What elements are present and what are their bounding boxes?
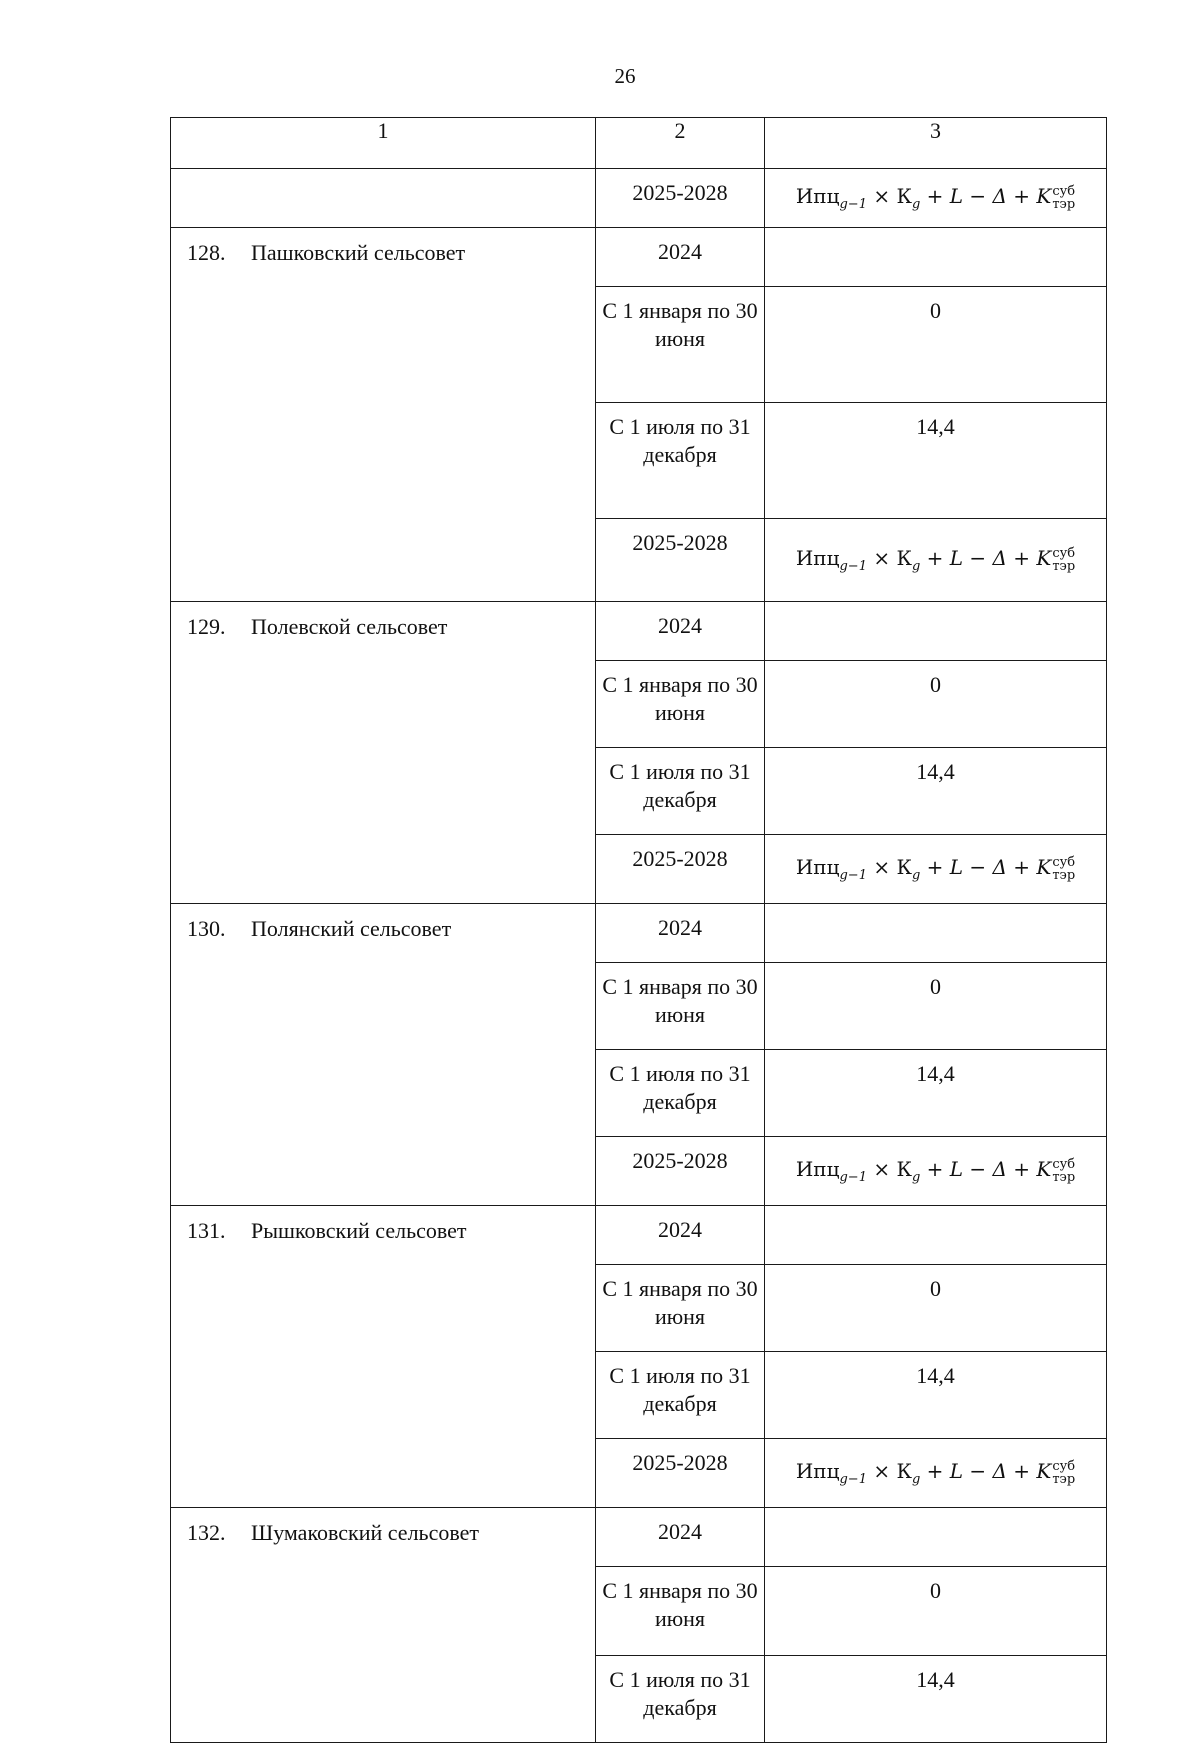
value-cell: 14,4 bbox=[765, 1050, 1107, 1137]
value-cell: 0 bbox=[765, 287, 1107, 403]
period-cell: 2024 bbox=[596, 228, 765, 287]
continuation-row bbox=[171, 169, 1107, 228]
formula-cell bbox=[765, 169, 1107, 228]
entry-number: 130. bbox=[187, 916, 226, 941]
period-cell: С 1 января по 30 июня bbox=[596, 661, 765, 748]
entry-name-cell bbox=[171, 228, 596, 602]
table-row bbox=[171, 602, 1107, 661]
value-cell bbox=[765, 1206, 1107, 1265]
entry-name: Шумаковский сельсовет bbox=[251, 1520, 479, 1545]
entry-number: 128. bbox=[187, 240, 226, 265]
table-row bbox=[171, 1206, 1107, 1265]
period-cell: 2025-2028 bbox=[596, 1137, 765, 1206]
period-cell: С 1 января по 30 июня bbox=[596, 963, 765, 1050]
value-cell bbox=[765, 602, 1107, 661]
entry-name-cell bbox=[171, 602, 596, 904]
table-row bbox=[171, 904, 1107, 963]
entry-number: 131. bbox=[187, 1218, 226, 1243]
header-col-3: 3 bbox=[765, 118, 1107, 169]
value-cell bbox=[765, 228, 1107, 287]
period-cell: 2025-2028 bbox=[596, 835, 765, 904]
value-cell: 0 bbox=[765, 963, 1107, 1050]
table-row bbox=[171, 228, 1107, 287]
formula: $Ипц_{g-1} \times К_g + L - \Delta + K$ суб тэр bbox=[795, 854, 1076, 883]
header-col-2: 2 bbox=[596, 118, 765, 169]
value-cell bbox=[765, 904, 1107, 963]
page-number: 26 bbox=[614, 64, 636, 88]
entry-number: 129. bbox=[187, 614, 226, 639]
value-cell: 0 bbox=[765, 1567, 1107, 1656]
value-cell: 14,4 bbox=[765, 1656, 1107, 1743]
period-cell: 2025-2028 bbox=[596, 1439, 765, 1508]
period-cell: С 1 января по 30 июня bbox=[596, 1567, 765, 1656]
period-cell: 2025-2028 bbox=[596, 519, 765, 602]
tariff-table bbox=[170, 117, 1107, 1743]
table-row bbox=[171, 1508, 1107, 1567]
entry-name: Полевской сельсовет bbox=[251, 614, 448, 639]
formula: $Ипц_{g-1} \times К_g + L - \Delta + K$ суб тэр bbox=[795, 545, 1076, 574]
period-cell: 2024 bbox=[596, 904, 765, 963]
period-cell: С 1 июля по 31 декабря bbox=[596, 1656, 765, 1743]
entry-name: Пашковский сельсовет bbox=[251, 240, 466, 265]
entry-name: Рышковский сельсовет bbox=[251, 1218, 467, 1243]
value-cell: 14,4 bbox=[765, 1352, 1107, 1439]
value-cell bbox=[765, 1508, 1107, 1567]
value-cell: 14,4 bbox=[765, 403, 1107, 519]
formula: $Ипц_{g-1} \times К_g + L - \Delta + K$ суб тэр bbox=[795, 1458, 1076, 1487]
formula-cell bbox=[765, 519, 1107, 602]
header-col-1: 1 bbox=[171, 118, 596, 169]
entry-name-cell bbox=[171, 904, 596, 1206]
entry-name-cell bbox=[171, 1206, 596, 1508]
entry-name-cell bbox=[171, 1508, 596, 1743]
formula: $Ипц_{g-1} \times К_g + L - \Delta + K$ суб тэр bbox=[795, 1156, 1076, 1185]
formula-cell bbox=[765, 1137, 1107, 1206]
continuation-period: 2025-2028 bbox=[596, 169, 765, 228]
entry-number: 132. bbox=[187, 1520, 226, 1545]
period-cell: 2024 bbox=[596, 1206, 765, 1265]
period-cell: С 1 января по 30 июня bbox=[596, 1265, 765, 1352]
continuation-name-cell bbox=[171, 169, 596, 228]
period-cell: С 1 января по 30 июня bbox=[596, 287, 765, 403]
header-row bbox=[171, 118, 1107, 169]
formula-cell bbox=[765, 835, 1107, 904]
formula: $Ипц_{g-1} \times К_g + L - \Delta + K$ суб тэр bbox=[795, 183, 1076, 212]
period-cell: 2024 bbox=[596, 1508, 765, 1567]
value-cell: 0 bbox=[765, 661, 1107, 748]
formula-cell bbox=[765, 1439, 1107, 1508]
value-cell: 0 bbox=[765, 1265, 1107, 1352]
period-cell: С 1 июля по 31 декабря bbox=[596, 403, 765, 519]
value-cell: 14,4 bbox=[765, 748, 1107, 835]
period-cell: С 1 июля по 31 декабря bbox=[596, 1050, 765, 1137]
period-cell: С 1 июля по 31 декабря bbox=[596, 748, 765, 835]
period-cell: С 1 июля по 31 декабря bbox=[596, 1352, 765, 1439]
entry-name: Полянский сельсовет bbox=[251, 916, 452, 941]
period-cell: 2024 bbox=[596, 602, 765, 661]
